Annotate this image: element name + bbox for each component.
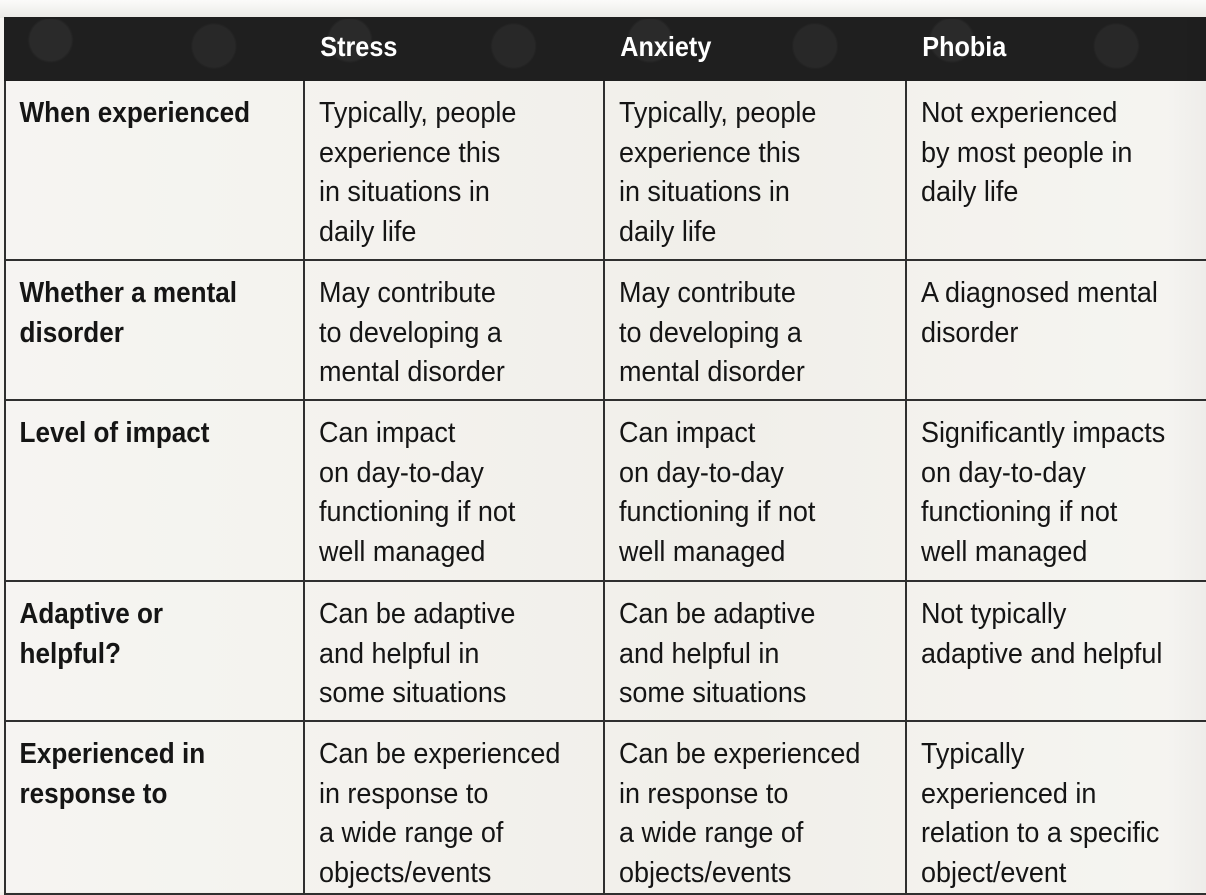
phobia-cell: Typically experienced in relation to a specific object/event — [906, 721, 1206, 894]
anxiety-cell: Can be adaptive and helpful in some situations — [604, 581, 906, 721]
table-row-mental-disorder — [5, 260, 1206, 400]
row-label-cell: Whether a mental disorder — [5, 260, 304, 400]
table-row-adaptive-or-helpful — [5, 581, 1206, 721]
row-label-cell: Adaptive or helpful? — [5, 581, 304, 721]
table-row-experienced-in-response-to — [5, 721, 1206, 894]
stress-cell: Can be experienced in response to a wide range of objects/events — [304, 721, 604, 894]
row-label-cell: Level of impact — [5, 400, 304, 581]
table-row-when-experienced — [5, 80, 1206, 260]
anxiety-cell: Can be experienced in response to a wide range of objects/events — [604, 721, 906, 894]
row-label-cell: When experienced — [5, 80, 304, 260]
stress-cell: Can impact on day-to-day functioning if not well managed — [304, 400, 604, 581]
header-stress: Stress — [304, 18, 604, 80]
phobia-cell: Not experienced by most people in daily life — [906, 80, 1206, 260]
header-row — [5, 18, 1206, 80]
stress-cell: May contribute to developing a mental disorder — [304, 260, 604, 400]
header-anxiety: Anxiety — [604, 18, 906, 80]
row-label-cell: Experienced in response to — [5, 721, 304, 894]
anxiety-cell: May contribute to developing a mental disorder — [604, 260, 906, 400]
stress-cell: Typically, people experience this in situations in daily life — [304, 80, 604, 260]
phobia-cell: Significantly impacts on day-to-day functioning if not well managed — [906, 400, 1206, 581]
anxiety-cell: Typically, people experience this in situations in daily life — [604, 80, 906, 260]
phobia-cell: Not typically adaptive and helpful — [906, 581, 1206, 721]
stress-cell: Can be adaptive and helpful in some situations — [304, 581, 604, 721]
page-top-edge — [0, 0, 1206, 18]
header-phobia: Phobia — [906, 18, 1206, 80]
header-corner — [5, 18, 304, 80]
phobia-cell: A diagnosed mental disorder — [906, 260, 1206, 400]
comparison-table — [4, 17, 1206, 895]
table-row-level-of-impact — [5, 400, 1206, 581]
anxiety-cell: Can impact on day-to-day functioning if not well managed — [604, 400, 906, 581]
